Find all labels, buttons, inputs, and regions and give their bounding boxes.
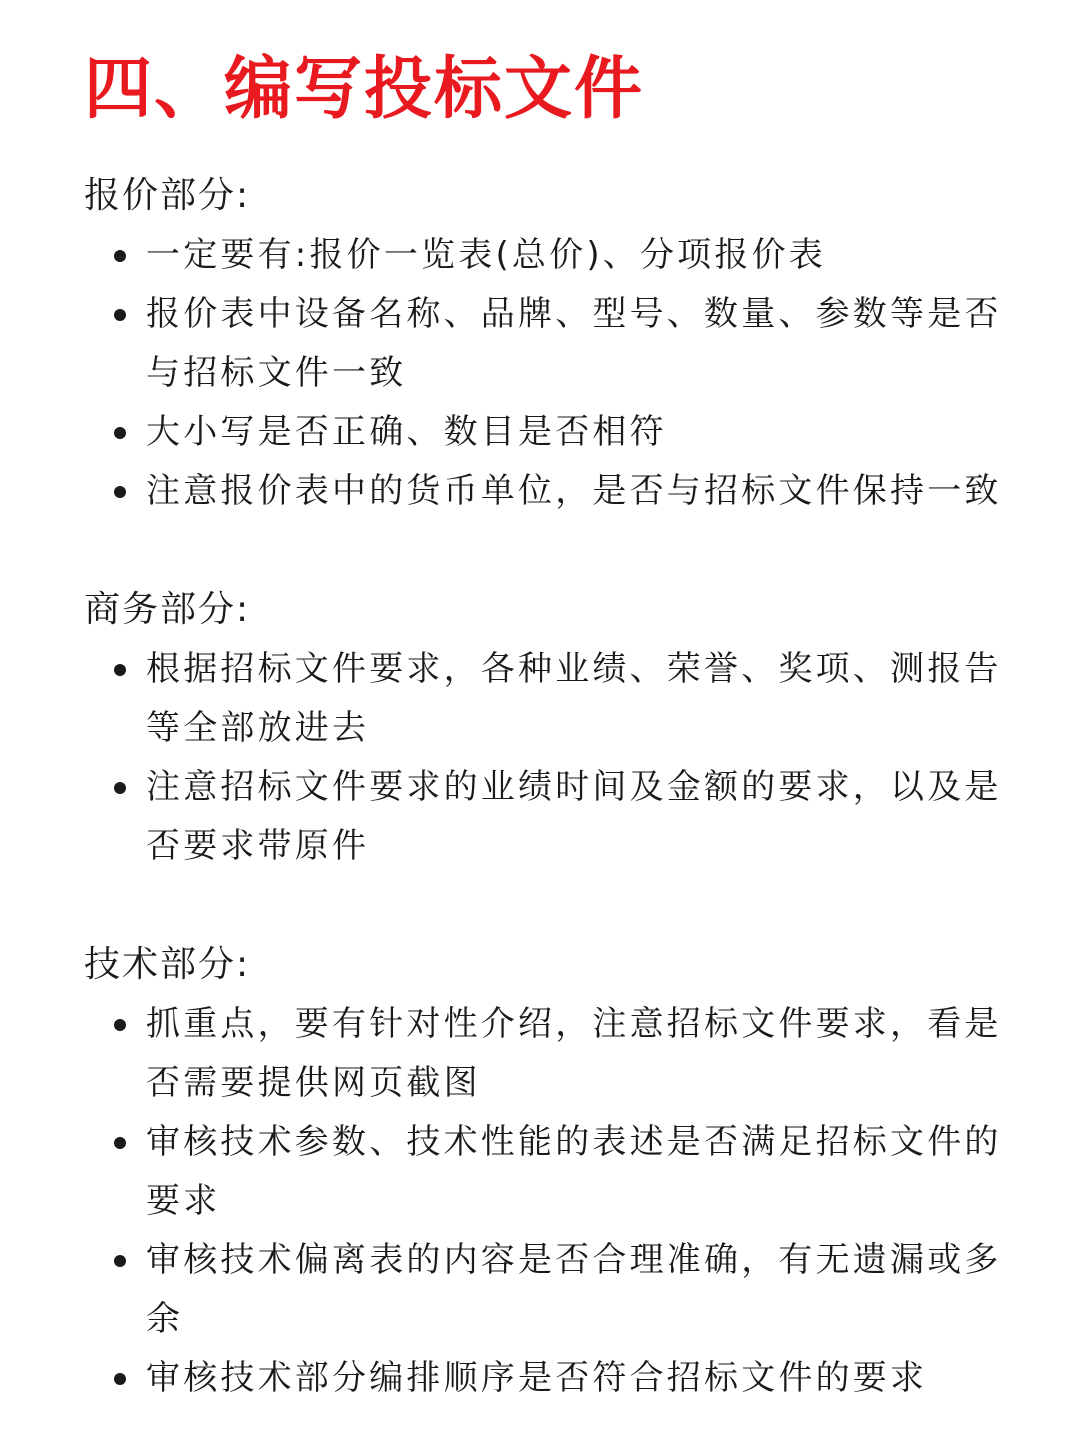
bullet-dot-icon: [114, 1019, 126, 1031]
page-title: 四、编写投标文件: [84, 50, 645, 129]
bullet-dot-icon: [114, 1255, 126, 1267]
bullet-dot-icon: [114, 427, 126, 439]
list-item: [110, 285, 1010, 403]
list-item-text: 注意招标文件要求的业绩时间及金额的要求，以及是否要求带原件: [146, 767, 1002, 866]
list-item: [110, 640, 1010, 758]
list-item-text: 大小写是否正确、数目是否相符: [146, 412, 667, 452]
bullet-dot-icon: [114, 782, 126, 794]
section-heading-technical: 技术部分:: [84, 944, 251, 985]
list-item: [110, 226, 1010, 285]
bullet-list-technical: [110, 995, 1010, 1408]
section-heading-business: 商务部分:: [84, 589, 251, 630]
bullet-list-quotation: [110, 226, 1010, 521]
bullet-dot-icon: [114, 664, 126, 676]
list-item: [110, 1349, 1010, 1408]
list-item-text: 审核技术参数、技术性能的表述是否满足招标文件的要求: [146, 1122, 1002, 1221]
list-item-text: 注意报价表中的货币单位，是否与招标文件保持一致: [146, 471, 1002, 511]
list-item: [110, 995, 1010, 1113]
bullet-dot-icon: [114, 1137, 126, 1149]
list-item-text: 根据招标文件要求，各种业绩、荣誉、奖项、测报告等全部放进去: [146, 649, 1002, 748]
list-item-text: 报价表中设备名称、品牌、型号、数量、参数等是否与招标文件一致: [146, 294, 1002, 393]
list-item-text: 审核技术部分编排顺序是否符合招标文件的要求: [146, 1358, 928, 1398]
list-item: [110, 1231, 1010, 1349]
list-item-text: 抓重点，要有针对性介绍，注意招标文件要求，看是否需要提供网页截图: [146, 1004, 1002, 1103]
list-item-text: 审核技术偏离表的内容是否合理准确，有无遗漏或多余: [146, 1240, 1002, 1339]
bullet-dot-icon: [114, 1373, 126, 1385]
list-item: [110, 1113, 1010, 1231]
list-item: [110, 758, 1010, 876]
bullet-list-business: [110, 640, 1010, 876]
list-item: [110, 403, 1010, 462]
bullet-dot-icon: [114, 309, 126, 321]
bullet-dot-icon: [114, 486, 126, 498]
section-heading-quotation: 报价部分:: [84, 175, 251, 216]
bullet-dot-icon: [114, 250, 126, 262]
list-item: [110, 462, 1010, 521]
list-item-text: 一定要有:报价一览表(总价)、分项报价表: [146, 235, 826, 275]
